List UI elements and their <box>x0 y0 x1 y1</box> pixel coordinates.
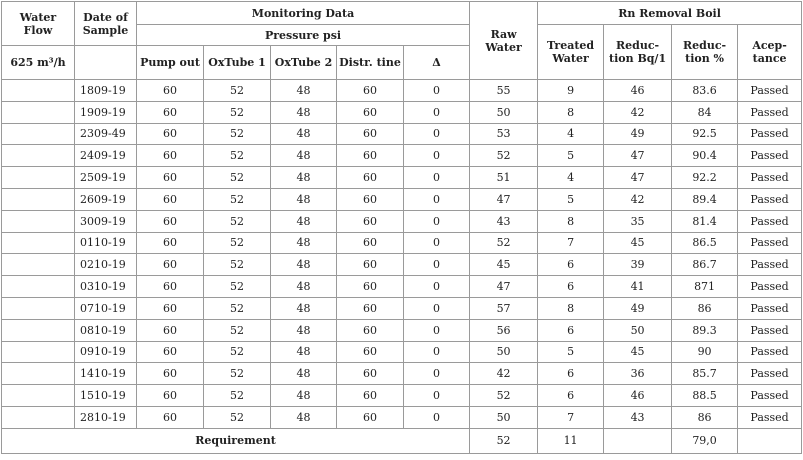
flow-cell <box>2 145 75 167</box>
reduction-bq-cell: 42 <box>604 188 672 210</box>
treated-water-cell: 4 <box>538 123 604 145</box>
pump-out-cell: 60 <box>137 80 204 102</box>
pump-out-header: Pump out <box>137 46 204 80</box>
delta-header: Δ <box>404 46 470 80</box>
oxtube2-cell: 48 <box>271 385 337 407</box>
treated-water-cell: 9 <box>538 80 604 102</box>
delta-cell: 0 <box>404 297 470 319</box>
treated-water-cell: 5 <box>538 188 604 210</box>
oxtube1-cell: 52 <box>204 101 271 123</box>
distr-time-cell: 60 <box>337 210 404 232</box>
acceptance-cell: Passed <box>738 254 802 276</box>
reduction-bq-header: Reduc- tion Bq/1 <box>604 25 672 80</box>
pump-out-cell: 60 <box>137 145 204 167</box>
acceptance-cell: Passed <box>738 341 802 363</box>
flow-cell <box>2 363 75 385</box>
flow-cell <box>2 210 75 232</box>
requirement-reduction-bq <box>604 428 672 453</box>
flow-rate-header: 625 m³/h <box>2 46 75 80</box>
oxtube1-cell: 52 <box>204 123 271 145</box>
table-row <box>2 297 802 319</box>
date-cell: 2409-19 <box>75 145 137 167</box>
pump-out-cell: 60 <box>137 276 204 298</box>
acceptance-cell: Passed <box>738 276 802 298</box>
raw-water-cell: 52 <box>470 385 538 407</box>
flow-cell <box>2 167 75 189</box>
reduction-bq-cell: 46 <box>604 80 672 102</box>
date-cell: 1510-19 <box>75 385 137 407</box>
pump-out-cell: 60 <box>137 341 204 363</box>
flow-cell <box>2 385 75 407</box>
table-row <box>2 319 802 341</box>
distr-time-cell: 60 <box>337 276 404 298</box>
date-cell: 2609-19 <box>75 188 137 210</box>
flow-cell <box>2 341 75 363</box>
flow-cell <box>2 232 75 254</box>
pump-out-cell: 60 <box>137 406 204 428</box>
distr-time-cell: 60 <box>337 167 404 189</box>
distr-time-cell: 60 <box>337 319 404 341</box>
water-flow-header: Water Flow <box>2 2 75 46</box>
table-row <box>2 385 802 407</box>
delta-cell: 0 <box>404 363 470 385</box>
treated-water-cell: 4 <box>538 167 604 189</box>
pump-out-cell: 60 <box>137 232 204 254</box>
date-cell: 1909-19 <box>75 101 137 123</box>
flow-cell <box>2 406 75 428</box>
distr-time-cell: 60 <box>337 254 404 276</box>
raw-water-cell: 52 <box>470 232 538 254</box>
table-row <box>2 80 802 102</box>
table-row <box>2 145 802 167</box>
delta-cell: 0 <box>404 101 470 123</box>
reduction-bq-cell: 49 <box>604 123 672 145</box>
reduction-bq-cell: 47 <box>604 167 672 189</box>
delta-cell: 0 <box>404 406 470 428</box>
pump-out-cell: 60 <box>137 385 204 407</box>
oxtube2-cell: 48 <box>271 363 337 385</box>
reduction-pct-cell: 89.4 <box>672 188 738 210</box>
pump-out-cell: 60 <box>137 167 204 189</box>
acceptance-cell: Passed <box>738 210 802 232</box>
table-row <box>2 167 802 189</box>
raw-water-cell: 50 <box>470 406 538 428</box>
pump-out-cell: 60 <box>137 319 204 341</box>
oxtube1-cell: 52 <box>204 341 271 363</box>
treated-water-cell: 8 <box>538 297 604 319</box>
raw-water-cell: 55 <box>470 80 538 102</box>
pump-out-cell: 60 <box>137 254 204 276</box>
raw-water-cell: 42 <box>470 363 538 385</box>
date-cell: 0110-19 <box>75 232 137 254</box>
requirement-treated: 11 <box>538 428 604 453</box>
distr-time-cell: 60 <box>337 363 404 385</box>
acceptance-cell: Passed <box>738 363 802 385</box>
distr-time-cell: 60 <box>337 145 404 167</box>
acceptance-cell: Passed <box>738 80 802 102</box>
treated-water-cell: 6 <box>538 276 604 298</box>
raw-water-header: Raw Water <box>470 2 538 80</box>
raw-water-cell: 43 <box>470 210 538 232</box>
flow-cell <box>2 297 75 319</box>
oxtube2-cell: 48 <box>271 276 337 298</box>
date-cell: 0710-19 <box>75 297 137 319</box>
raw-water-cell: 50 <box>470 101 538 123</box>
raw-water-cell: 51 <box>470 167 538 189</box>
treated-water-cell: 6 <box>538 254 604 276</box>
treated-water-header: Treated Water <box>538 25 604 80</box>
date-cell: 2509-19 <box>75 167 137 189</box>
acceptance-cell: Passed <box>738 297 802 319</box>
oxtube1-cell: 52 <box>204 363 271 385</box>
reduction-pct-cell: 90.4 <box>672 145 738 167</box>
date-cell: 0310-19 <box>75 276 137 298</box>
delta-cell: 0 <box>404 341 470 363</box>
delta-cell: 0 <box>404 123 470 145</box>
reduction-pct-cell: 86 <box>672 406 738 428</box>
flow-cell <box>2 123 75 145</box>
distr-time-cell: 60 <box>337 385 404 407</box>
oxtube1-cell: 52 <box>204 80 271 102</box>
oxtube1-cell: 52 <box>204 188 271 210</box>
reduction-bq-cell: 41 <box>604 276 672 298</box>
flow-cell <box>2 319 75 341</box>
reduction-bq-cell: 36 <box>604 363 672 385</box>
table-row <box>2 101 802 123</box>
distr-time-cell: 60 <box>337 406 404 428</box>
date-cell: 0910-19 <box>75 341 137 363</box>
oxtube1-cell: 52 <box>204 254 271 276</box>
treated-water-cell: 8 <box>538 101 604 123</box>
acceptance-cell: Passed <box>738 232 802 254</box>
date-cell: 0810-19 <box>75 319 137 341</box>
flow-cell <box>2 80 75 102</box>
raw-water-cell: 53 <box>470 123 538 145</box>
table-row <box>2 363 802 385</box>
oxtube2-cell: 48 <box>271 232 337 254</box>
oxtube1-cell: 52 <box>204 319 271 341</box>
distr-time-cell: 60 <box>337 297 404 319</box>
oxtube1-cell: 52 <box>204 232 271 254</box>
raw-water-cell: 56 <box>470 319 538 341</box>
date-cell: 3009-19 <box>75 210 137 232</box>
delta-cell: 0 <box>404 319 470 341</box>
delta-cell: 0 <box>404 385 470 407</box>
flow-cell <box>2 101 75 123</box>
distr-time-cell: 60 <box>337 341 404 363</box>
oxtube2-cell: 48 <box>271 145 337 167</box>
treated-water-cell: 7 <box>538 406 604 428</box>
distr-time-cell: 60 <box>337 123 404 145</box>
delta-cell: 0 <box>404 80 470 102</box>
reduction-pct-cell: 92.2 <box>672 167 738 189</box>
treated-water-cell: 6 <box>538 363 604 385</box>
oxtube2-cell: 48 <box>271 80 337 102</box>
raw-water-cell: 52 <box>470 145 538 167</box>
delta-cell: 0 <box>404 145 470 167</box>
oxtube2-cell: 48 <box>271 210 337 232</box>
reduction-bq-cell: 43 <box>604 406 672 428</box>
reduction-bq-cell: 42 <box>604 101 672 123</box>
oxtube1-cell: 52 <box>204 385 271 407</box>
reduction-pct-cell: 84 <box>672 101 738 123</box>
delta-cell: 0 <box>404 276 470 298</box>
oxtube2-cell: 48 <box>271 254 337 276</box>
treated-water-cell: 6 <box>538 319 604 341</box>
oxtube1-cell: 52 <box>204 167 271 189</box>
acceptance-cell: Passed <box>738 385 802 407</box>
oxtube2-cell: 48 <box>271 167 337 189</box>
pump-out-cell: 60 <box>137 123 204 145</box>
delta-cell: 0 <box>404 167 470 189</box>
reduction-bq-cell: 49 <box>604 297 672 319</box>
raw-water-cell: 47 <box>470 188 538 210</box>
reduction-bq-cell: 45 <box>604 341 672 363</box>
pressure-psi-header: Pressure psi <box>137 25 470 46</box>
table-row <box>2 406 802 428</box>
table-row <box>2 276 802 298</box>
date-cell: 2810-19 <box>75 406 137 428</box>
raw-water-cell: 45 <box>470 254 538 276</box>
reduction-pct-header: Reduc- tion % <box>672 25 738 80</box>
rn-monitoring-table <box>1 1 802 454</box>
table-row <box>2 232 802 254</box>
date-blank-header <box>75 46 137 80</box>
flow-cell <box>2 254 75 276</box>
requirement-reduction-pct: 79,0 <box>672 428 738 453</box>
acceptance-header: Acep- tance <box>738 25 802 80</box>
reduction-bq-cell: 35 <box>604 210 672 232</box>
date-of-sample-header: Date of Sample <box>75 2 137 46</box>
reduction-pct-cell: 85.7 <box>672 363 738 385</box>
distr-time-header: Distr. tine <box>337 46 404 80</box>
oxtube1-cell: 52 <box>204 276 271 298</box>
oxtube2-cell: 48 <box>271 406 337 428</box>
delta-cell: 0 <box>404 254 470 276</box>
reduction-pct-cell: 81.4 <box>672 210 738 232</box>
reduction-pct-cell: 86 <box>672 297 738 319</box>
reduction-pct-cell: 88.5 <box>672 385 738 407</box>
raw-water-cell: 50 <box>470 341 538 363</box>
oxtube2-cell: 48 <box>271 101 337 123</box>
delta-cell: 0 <box>404 210 470 232</box>
requirement-raw: 52 <box>470 428 538 453</box>
reduction-pct-cell: 89.3 <box>672 319 738 341</box>
rn-removal-boil-header: Rn Removal Boil <box>538 2 802 25</box>
treated-water-cell: 7 <box>538 232 604 254</box>
acceptance-cell: Passed <box>738 101 802 123</box>
requirement-acceptance <box>738 428 802 453</box>
flow-cell <box>2 188 75 210</box>
table-row <box>2 210 802 232</box>
reduction-pct-cell: 92.5 <box>672 123 738 145</box>
distr-time-cell: 60 <box>337 188 404 210</box>
reduction-pct-cell: 86.7 <box>672 254 738 276</box>
pump-out-cell: 60 <box>137 363 204 385</box>
treated-water-cell: 5 <box>538 145 604 167</box>
acceptance-cell: Passed <box>738 145 802 167</box>
pump-out-cell: 60 <box>137 101 204 123</box>
table-body <box>2 80 802 429</box>
reduction-bq-cell: 46 <box>604 385 672 407</box>
reduction-pct-cell: 86.5 <box>672 232 738 254</box>
distr-time-cell: 60 <box>337 101 404 123</box>
oxtube2-cell: 48 <box>271 341 337 363</box>
flow-cell <box>2 276 75 298</box>
table-row <box>2 254 802 276</box>
oxtube2-cell: 48 <box>271 319 337 341</box>
treated-water-cell: 5 <box>538 341 604 363</box>
requirement-row <box>2 428 802 453</box>
oxtube1-cell: 52 <box>204 145 271 167</box>
date-cell: 2309-49 <box>75 123 137 145</box>
treated-water-cell: 6 <box>538 385 604 407</box>
distr-time-cell: 60 <box>337 80 404 102</box>
date-cell: 0210-19 <box>75 254 137 276</box>
acceptance-cell: Passed <box>738 319 802 341</box>
table-row <box>2 123 802 145</box>
table-row <box>2 188 802 210</box>
oxtube2-cell: 48 <box>271 123 337 145</box>
pump-out-cell: 60 <box>137 297 204 319</box>
reduction-pct-cell: 83.6 <box>672 80 738 102</box>
raw-water-cell: 57 <box>470 297 538 319</box>
reduction-bq-cell: 50 <box>604 319 672 341</box>
raw-water-cell: 47 <box>470 276 538 298</box>
monitoring-data-header: Monitoring Data <box>137 2 470 25</box>
reduction-pct-cell: 90 <box>672 341 738 363</box>
reduction-pct-cell: 871 <box>672 276 738 298</box>
acceptance-cell: Passed <box>738 167 802 189</box>
date-cell: 1410-19 <box>75 363 137 385</box>
delta-cell: 0 <box>404 232 470 254</box>
oxtube1-cell: 52 <box>204 406 271 428</box>
acceptance-cell: Passed <box>738 406 802 428</box>
pump-out-cell: 60 <box>137 188 204 210</box>
oxtube1-cell: 52 <box>204 210 271 232</box>
delta-cell: 0 <box>404 188 470 210</box>
reduction-bq-cell: 45 <box>604 232 672 254</box>
oxtube2-cell: 48 <box>271 188 337 210</box>
pump-out-cell: 60 <box>137 210 204 232</box>
acceptance-cell: Passed <box>738 123 802 145</box>
reduction-bq-cell: 47 <box>604 145 672 167</box>
reduction-bq-cell: 39 <box>604 254 672 276</box>
oxtube2-header: OxTube 2 <box>271 46 337 80</box>
table-row <box>2 341 802 363</box>
acceptance-cell: Passed <box>738 188 802 210</box>
date-cell: 1809-19 <box>75 80 137 102</box>
oxtube1-header: OxTube 1 <box>204 46 271 80</box>
requirement-label: Requirement <box>2 428 470 453</box>
distr-time-cell: 60 <box>337 232 404 254</box>
oxtube2-cell: 48 <box>271 297 337 319</box>
oxtube1-cell: 52 <box>204 297 271 319</box>
treated-water-cell: 8 <box>538 210 604 232</box>
